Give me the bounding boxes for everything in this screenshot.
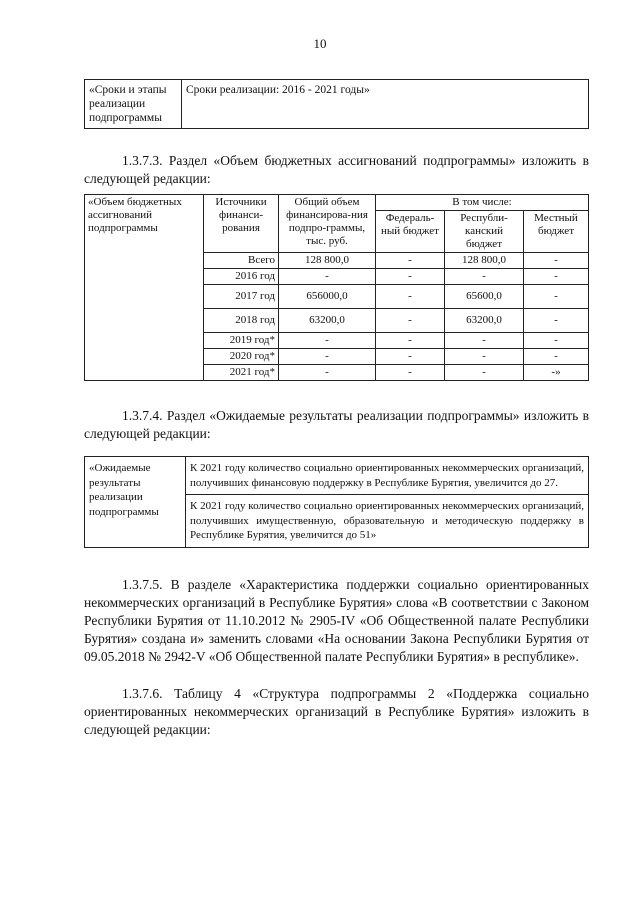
header-including: В том числе: [376,195,589,211]
table-row: 2018 год 63200,0 - 63200,0 - [85,309,589,333]
header-source: Источники финанси-рования [204,195,279,253]
results-label: «Ожидаемые результаты реализации подпрограммы [85,457,186,548]
timeline-table [84,79,589,129]
header-local: Местный бюджет [524,211,589,253]
header-total: Общий объем финансирова-ния подпро-граммы, тыс. руб. [279,195,376,253]
result-2: К 2021 году количество социально ориентированных некоммерческих организаций, получивших имущественную, образовательную и методическую поддержку в Республике Бурятия, увеличится до 51» [186,495,589,548]
header-republic: Республи-канский бюджет [445,211,524,253]
timeline-value: Сроки реализации: 2016 - 2021 годы» [182,80,589,129]
budget-label: «Объем бюджетных ассигнований подпрограммы [85,195,204,381]
budget-table [84,194,589,381]
table-row: 2021 год* - - - -» [85,365,589,381]
result-1: К 2021 году количество социально ориентированных некоммерческих организаций, получивших финансовую поддержку в Республике Бурятия, увеличится до 27. [186,457,589,495]
paragraph-1-3-7-6: 1.3.7.6. Таблицу 4 «Структура подпрограммы 2 «Поддержка социально ориентированных некоммерческих организаций в Республике Бурятия» изложить в следующей редакции: [84,686,589,737]
table-row: 2017 год 656000,0 - 65600,0 - [85,285,589,309]
paragraph-1-3-7-5: 1.3.7.5. В разделе «Характеристика поддержки социально ориентированных некоммерческих организаций в Республике Бурятия» слова «В соответствии с Законом Республики Бурятия от 11.10.2012 № 2905-IV «Об Общественной палате Республики Бурятия» создана и» заменить словами «На основании Закона Республики Бурятия от 09.05.2018 № 2942-V «Об Общественной палате Республики Бурятия» в республике». [84,577,589,664]
table-row: 2016 год - - - - [85,269,589,285]
table-row: 2020 год* - - - - [85,349,589,365]
page-number: 10 [313,36,327,51]
paragraph-1-3-7-3: 1.3.7.3. Раздел «Объем бюджетных ассигнований подпрограммы» изложить в следующей редакции: [84,153,589,186]
timeline-label: «Сроки и этапы реализации подпрограммы [85,80,182,129]
table-row: Всего 128 800,0 - 128 800,0 - [85,253,589,269]
header-federal: Федераль-ный бюджет [376,211,445,253]
paragraph-1-3-7-4: 1.3.7.4. Раздел «Ожидаемые результаты реализации подпрограммы» изложить в следующей редакции: [84,408,589,441]
results-table [84,456,589,548]
table-row: 2019 год* - - - - [85,333,589,349]
